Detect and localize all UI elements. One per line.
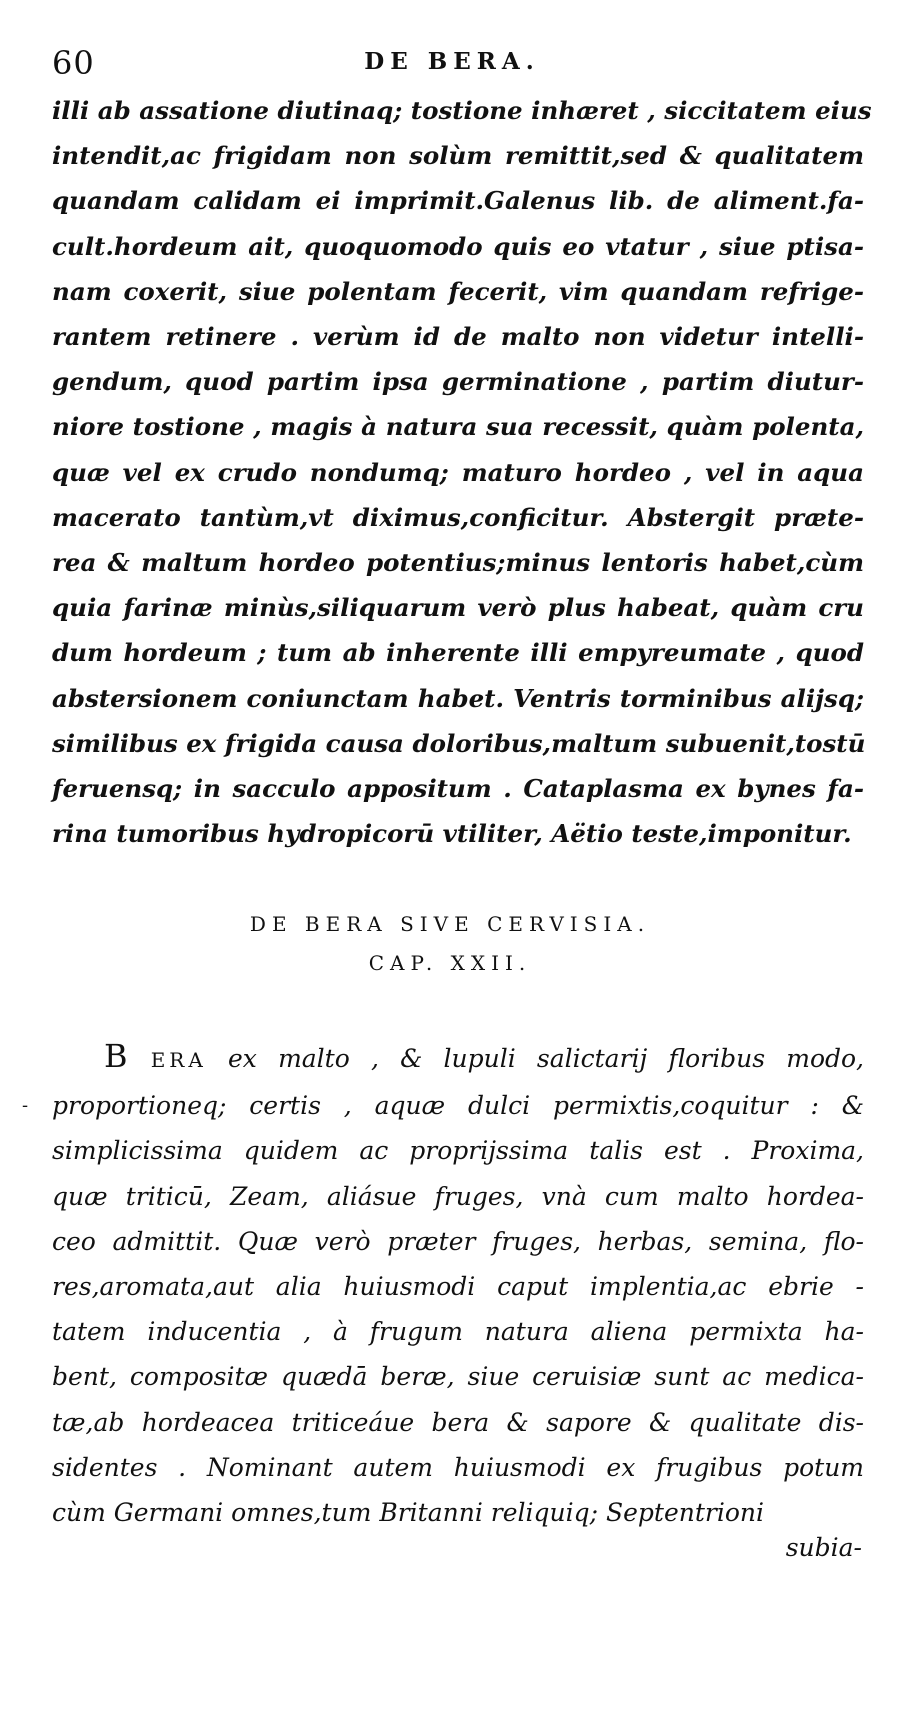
- text-line: rantem retinere . verùm id de malto non videtur intelli-: [52, 322, 864, 352]
- text-line: rina tumoribus hydropicorū vtiliter, Aëtio teste,imponitur.: [52, 819, 852, 849]
- small-caps-word: ERA: [150, 1048, 207, 1072]
- text-line: gendum, quod partim ipsa germinatione , partim diutur-: [52, 367, 864, 397]
- text-line: simplicissima quidem ac proprijssima talis est . Proxima,: [52, 1136, 864, 1166]
- text-line: tatem inducentia , à frugum natura aliena permixta ha-: [52, 1317, 864, 1347]
- chapter-number: CAP. XXII.: [368, 951, 532, 975]
- text-line: cult.hordeum ait, quoquomodo quis eo vtatur , siue ptisa-: [52, 231, 864, 261]
- text-line: bent, compositæ quædā beræ, siue ceruisiæ sunt ac medica-: [52, 1362, 864, 1392]
- text-line: macerato tantùm,vt diximus,conficitur. Abstergit præte-: [52, 502, 864, 532]
- text-line: quandam calidam ei imprimit.Galenus lib. de aliment.fa-: [52, 186, 864, 216]
- text-line: quia farinæ minùs,siliquarum verò plus habeat, quàm cru: [52, 593, 864, 623]
- text-line: [52, 1034, 864, 1083]
- text-line: ceo admittit. Quæ verò præter fruges, herbas, semina, flo-: [52, 1226, 864, 1256]
- chapter-title: DE BERA SIVE CERVISIA.: [249, 912, 651, 936]
- text-line: res,aromata,aut alia huiusmodi caput implentia,ac ebrie -: [52, 1272, 864, 1302]
- text-line: illi ab assatione diutinaq; tostione inhæret , siccitatem eius: [52, 96, 872, 125]
- section-2-text: [52, 1034, 864, 1535]
- text-line: sidentes . Nominant autem huiusmodi ex frugibus potum: [52, 1452, 864, 1482]
- margin-mark: -: [22, 1095, 29, 1116]
- text-line: tæ,ab hordeacea triticeáue bera & sapore & qualitate dis-: [52, 1407, 864, 1437]
- text-line: feruensq; in sacculo appositum . Cataplasma ex bynes fa-: [52, 774, 864, 804]
- catchword: subia-: [785, 1533, 862, 1562]
- page-number: 60: [52, 44, 95, 82]
- first-line-text: ex malto , & lupuli salictarij floribus modo,: [228, 1044, 864, 1073]
- text-line: dum hordeum ; tum ab inherente illi empyreumate , quod: [52, 638, 864, 668]
- running-head: [52, 44, 852, 88]
- text-line: proportioneq; certis , aquæ dulci permixtis,coquitur : &: [52, 1091, 864, 1121]
- running-title: DE BERA.: [364, 48, 540, 75]
- drop-capital: B: [104, 1037, 130, 1075]
- text-line: quæ triticū, Zeam, aliásue fruges, vnà cum malto hordea-: [52, 1181, 864, 1211]
- text-line: cùm Germani omnes,tum Britanni reliquiq; Septentrioni: [52, 1498, 764, 1528]
- text-line: similibus ex frigida causa doloribus,maltum subuenit,tostū: [52, 728, 866, 758]
- section-1-text: [52, 88, 872, 856]
- text-line: quæ vel ex crudo nondumq; maturo hordeo , vel in aqua: [52, 457, 864, 487]
- text-line: rea & maltum hordeo potentius;minus lentoris habet,cùm: [52, 548, 864, 578]
- text-line: niore tostione , magis à natura sua recessit, quàm polenta,: [52, 412, 864, 442]
- text-line: nam coxerit, siue polentam fecerit, vim quandam refrige-: [52, 276, 864, 306]
- text-line: intendit,ac frigidam non solùm remittit,sed & qualitatem: [52, 141, 864, 171]
- text-line: abstersionem coniunctam habet. Ventris torminibus alijsq;: [52, 683, 864, 713]
